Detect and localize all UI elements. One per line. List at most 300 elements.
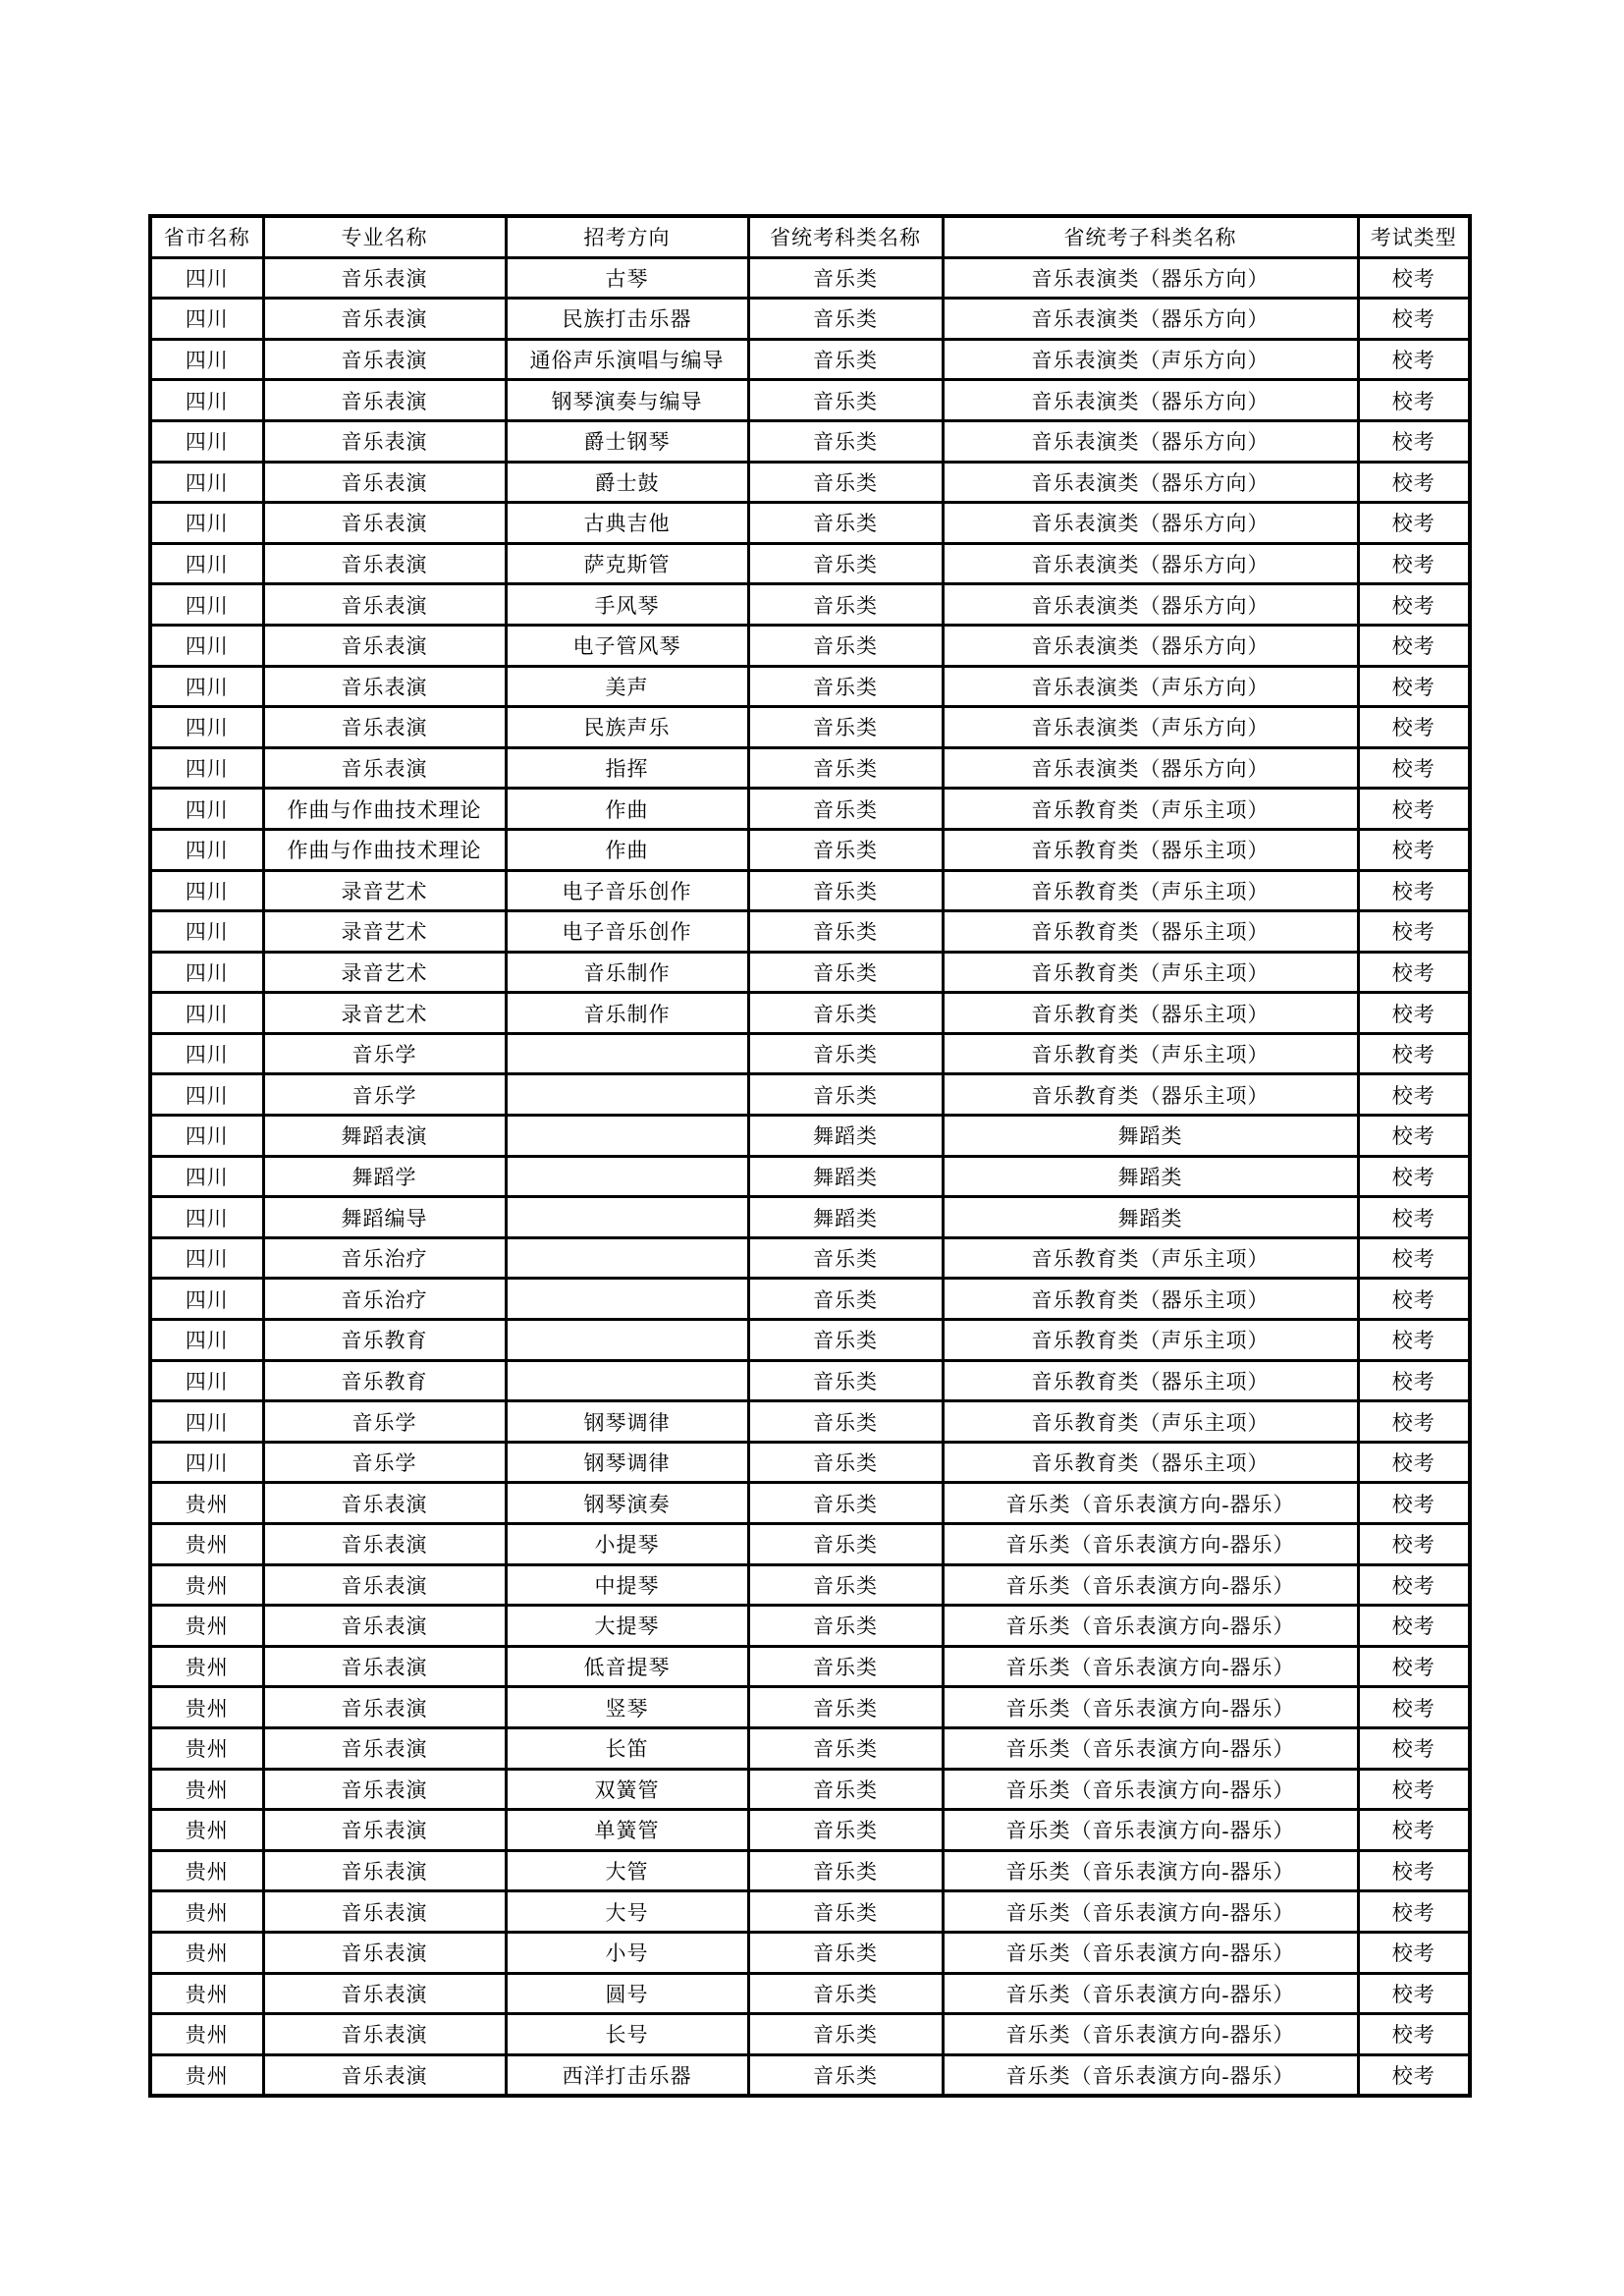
cell-direction: 长笛 bbox=[506, 1727, 748, 1769]
cell-subcategory: 音乐表演类（声乐方向） bbox=[943, 339, 1358, 380]
cell-exam-type: 校考 bbox=[1358, 1320, 1470, 1361]
cell-exam-type: 校考 bbox=[1358, 1401, 1470, 1443]
cell-category: 音乐类 bbox=[748, 1320, 943, 1361]
cell-exam-type: 校考 bbox=[1358, 543, 1470, 584]
cell-province: 四川 bbox=[150, 870, 263, 911]
table-row bbox=[150, 666, 1470, 707]
cell-exam-type: 校考 bbox=[1358, 420, 1470, 462]
cell-subcategory: 音乐教育类（声乐主项） bbox=[943, 789, 1358, 830]
cell-province: 四川 bbox=[150, 789, 263, 830]
cell-category: 音乐类 bbox=[748, 1483, 943, 1524]
cell-subcategory: 音乐表演类（声乐方向） bbox=[943, 707, 1358, 748]
cell-exam-type: 校考 bbox=[1358, 993, 1470, 1034]
table-row bbox=[150, 1564, 1470, 1606]
cell-subcategory: 音乐教育类（声乐主项） bbox=[943, 1320, 1358, 1361]
cell-province: 贵州 bbox=[150, 1810, 263, 1851]
cell-province: 四川 bbox=[150, 339, 263, 380]
cell-province: 贵州 bbox=[150, 1483, 263, 1524]
cell-category: 音乐类 bbox=[748, 1769, 943, 1810]
cell-subcategory: 舞蹈类 bbox=[943, 1197, 1358, 1238]
cell-subcategory: 音乐教育类（器乐主项） bbox=[943, 1442, 1358, 1483]
cell-direction bbox=[506, 1279, 748, 1320]
cell-major: 音乐表演 bbox=[263, 1769, 506, 1810]
cell-major: 音乐表演 bbox=[263, 707, 506, 748]
cell-exam-type: 校考 bbox=[1358, 1074, 1470, 1116]
cell-direction: 竖琴 bbox=[506, 1687, 748, 1728]
cell-category: 音乐类 bbox=[748, 1891, 943, 1933]
cell-exam-type: 校考 bbox=[1358, 1646, 1470, 1687]
cell-major: 音乐表演 bbox=[263, 1891, 506, 1933]
cell-exam-type: 校考 bbox=[1358, 789, 1470, 830]
cell-category: 音乐类 bbox=[748, 1237, 943, 1279]
cell-major: 音乐表演 bbox=[263, 1973, 506, 2014]
cell-major: 音乐表演 bbox=[263, 462, 506, 503]
cell-category: 音乐类 bbox=[748, 911, 943, 953]
cell-category: 音乐类 bbox=[748, 870, 943, 911]
cell-exam-type: 校考 bbox=[1358, 952, 1470, 993]
cell-direction: 双簧管 bbox=[506, 1769, 748, 1810]
table-row bbox=[150, 870, 1470, 911]
cell-exam-type: 校考 bbox=[1358, 1524, 1470, 1565]
cell-category: 音乐类 bbox=[748, 257, 943, 299]
cell-subcategory: 音乐表演类（声乐方向） bbox=[943, 666, 1358, 707]
table-row bbox=[150, 257, 1470, 299]
table-row bbox=[150, 707, 1470, 748]
cell-direction bbox=[506, 1116, 748, 1157]
cell-exam-type: 校考 bbox=[1358, 584, 1470, 626]
cell-major: 音乐表演 bbox=[263, 543, 506, 584]
cell-category: 音乐类 bbox=[748, 380, 943, 421]
cell-province: 四川 bbox=[150, 993, 263, 1034]
cell-subcategory: 音乐类（音乐表演方向-器乐） bbox=[943, 1564, 1358, 1606]
cell-direction: 电子音乐创作 bbox=[506, 870, 748, 911]
cell-subcategory: 音乐表演类（器乐方向） bbox=[943, 543, 1358, 584]
cell-province: 四川 bbox=[150, 707, 263, 748]
cell-subcategory: 音乐表演类（器乐方向） bbox=[943, 584, 1358, 626]
cell-category: 音乐类 bbox=[748, 1360, 943, 1401]
cell-direction: 钢琴调律 bbox=[506, 1401, 748, 1443]
cell-exam-type: 校考 bbox=[1358, 299, 1470, 340]
table-row bbox=[150, 1197, 1470, 1238]
cell-exam-type: 校考 bbox=[1358, 747, 1470, 789]
cell-direction: 大管 bbox=[506, 1850, 748, 1891]
cell-province: 四川 bbox=[150, 1033, 263, 1074]
cell-province: 四川 bbox=[150, 1401, 263, 1443]
cell-direction: 爵士鼓 bbox=[506, 462, 748, 503]
cell-category: 舞蹈类 bbox=[748, 1156, 943, 1197]
cell-category: 音乐类 bbox=[748, 1646, 943, 1687]
cell-category: 音乐类 bbox=[748, 789, 943, 830]
cell-direction bbox=[506, 1320, 748, 1361]
cell-exam-type: 校考 bbox=[1358, 1197, 1470, 1238]
table-row bbox=[150, 1320, 1470, 1361]
header-exam-type: 考试类型 bbox=[1358, 216, 1470, 257]
cell-direction: 西洋打击乐器 bbox=[506, 2054, 748, 2096]
table-row bbox=[150, 952, 1470, 993]
cell-subcategory: 舞蹈类 bbox=[943, 1156, 1358, 1197]
cell-category: 音乐类 bbox=[748, 462, 943, 503]
cell-province: 四川 bbox=[150, 911, 263, 953]
cell-province: 贵州 bbox=[150, 1727, 263, 1769]
cell-subcategory: 音乐教育类（声乐主项） bbox=[943, 1401, 1358, 1443]
cell-direction: 长号 bbox=[506, 2014, 748, 2055]
table-row bbox=[150, 1769, 1470, 1810]
cell-category: 舞蹈类 bbox=[748, 1197, 943, 1238]
cell-category: 音乐类 bbox=[748, 420, 943, 462]
cell-direction bbox=[506, 1156, 748, 1197]
table-row bbox=[150, 2014, 1470, 2055]
cell-major: 音乐表演 bbox=[263, 1646, 506, 1687]
cell-major: 音乐学 bbox=[263, 1074, 506, 1116]
cell-subcategory: 音乐教育类（器乐主项） bbox=[943, 911, 1358, 953]
header-province: 省市名称 bbox=[150, 216, 263, 257]
cell-subcategory: 音乐教育类（声乐主项） bbox=[943, 1033, 1358, 1074]
cell-exam-type: 校考 bbox=[1358, 1606, 1470, 1647]
cell-province: 贵州 bbox=[150, 1646, 263, 1687]
cell-subcategory: 音乐表演类（器乐方向） bbox=[943, 257, 1358, 299]
cell-major: 音乐表演 bbox=[263, 1564, 506, 1606]
table-row bbox=[150, 829, 1470, 870]
cell-subcategory: 音乐类（音乐表演方向-器乐） bbox=[943, 1932, 1358, 1973]
table-row bbox=[150, 1850, 1470, 1891]
cell-major: 音乐教育 bbox=[263, 1320, 506, 1361]
cell-direction: 大号 bbox=[506, 1891, 748, 1933]
table-body bbox=[150, 257, 1470, 2096]
cell-major: 音乐表演 bbox=[263, 420, 506, 462]
cell-direction: 萨克斯管 bbox=[506, 543, 748, 584]
table-row bbox=[150, 1116, 1470, 1157]
cell-subcategory: 音乐表演类（器乐方向） bbox=[943, 299, 1358, 340]
cell-province: 四川 bbox=[150, 543, 263, 584]
cell-province: 四川 bbox=[150, 1074, 263, 1116]
cell-province: 四川 bbox=[150, 299, 263, 340]
cell-major: 音乐表演 bbox=[263, 1932, 506, 1973]
cell-subcategory: 音乐类（音乐表演方向-器乐） bbox=[943, 1891, 1358, 1933]
cell-exam-type: 校考 bbox=[1358, 339, 1470, 380]
cell-major: 音乐表演 bbox=[263, 584, 506, 626]
cell-exam-type: 校考 bbox=[1358, 1891, 1470, 1933]
cell-direction bbox=[506, 1237, 748, 1279]
cell-exam-type: 校考 bbox=[1358, 1687, 1470, 1728]
cell-major: 录音艺术 bbox=[263, 911, 506, 953]
cell-province: 贵州 bbox=[150, 1891, 263, 1933]
cell-direction: 钢琴调律 bbox=[506, 1442, 748, 1483]
cell-direction: 小号 bbox=[506, 1932, 748, 1973]
cell-province: 四川 bbox=[150, 1360, 263, 1401]
cell-category: 音乐类 bbox=[748, 1606, 943, 1647]
cell-direction: 大提琴 bbox=[506, 1606, 748, 1647]
cell-major: 音乐表演 bbox=[263, 1606, 506, 1647]
cell-direction: 电子音乐创作 bbox=[506, 911, 748, 953]
cell-subcategory: 音乐类（音乐表演方向-器乐） bbox=[943, 1606, 1358, 1647]
cell-category: 音乐类 bbox=[748, 666, 943, 707]
table-row bbox=[150, 1932, 1470, 1973]
cell-direction: 古琴 bbox=[506, 257, 748, 299]
table-row bbox=[150, 1606, 1470, 1647]
cell-subcategory: 音乐表演类（器乐方向） bbox=[943, 503, 1358, 544]
cell-subcategory: 音乐教育类（器乐主项） bbox=[943, 993, 1358, 1034]
cell-subcategory: 音乐表演类（器乐方向） bbox=[943, 625, 1358, 666]
cell-direction: 民族声乐 bbox=[506, 707, 748, 748]
cell-province: 四川 bbox=[150, 503, 263, 544]
cell-exam-type: 校考 bbox=[1358, 911, 1470, 953]
table-row bbox=[150, 625, 1470, 666]
table-row bbox=[150, 747, 1470, 789]
exam-category-table bbox=[148, 214, 1472, 2098]
cell-subcategory: 音乐类（音乐表演方向-器乐） bbox=[943, 1524, 1358, 1565]
cell-major: 音乐学 bbox=[263, 1401, 506, 1443]
cell-direction: 小提琴 bbox=[506, 1524, 748, 1565]
table-row bbox=[150, 339, 1470, 380]
cell-exam-type: 校考 bbox=[1358, 1932, 1470, 1973]
cell-major: 音乐表演 bbox=[263, 257, 506, 299]
cell-major: 音乐学 bbox=[263, 1033, 506, 1074]
table-row bbox=[150, 1727, 1470, 1769]
table-row bbox=[150, 1442, 1470, 1483]
cell-direction: 圆号 bbox=[506, 1973, 748, 2014]
cell-exam-type: 校考 bbox=[1358, 1237, 1470, 1279]
cell-category: 舞蹈类 bbox=[748, 1116, 943, 1157]
cell-province: 贵州 bbox=[150, 2054, 263, 2096]
cell-major: 录音艺术 bbox=[263, 870, 506, 911]
cell-exam-type: 校考 bbox=[1358, 625, 1470, 666]
cell-province: 贵州 bbox=[150, 1932, 263, 1973]
table-row bbox=[150, 1156, 1470, 1197]
table-row bbox=[150, 1033, 1470, 1074]
cell-subcategory: 音乐类（音乐表演方向-器乐） bbox=[943, 1727, 1358, 1769]
table-row bbox=[150, 462, 1470, 503]
cell-subcategory: 音乐类（音乐表演方向-器乐） bbox=[943, 1769, 1358, 1810]
cell-major: 舞蹈学 bbox=[263, 1156, 506, 1197]
cell-province: 四川 bbox=[150, 1442, 263, 1483]
cell-subcategory: 音乐表演类（器乐方向） bbox=[943, 747, 1358, 789]
table-row bbox=[150, 993, 1470, 1034]
cell-direction: 爵士钢琴 bbox=[506, 420, 748, 462]
cell-exam-type: 校考 bbox=[1358, 380, 1470, 421]
table-row bbox=[150, 2054, 1470, 2096]
cell-direction: 通俗声乐演唱与编导 bbox=[506, 339, 748, 380]
cell-direction: 电子管风琴 bbox=[506, 625, 748, 666]
table-row bbox=[150, 1524, 1470, 1565]
cell-subcategory: 音乐类（音乐表演方向-器乐） bbox=[943, 1810, 1358, 1851]
header-subcategory: 省统考子科类名称 bbox=[943, 216, 1358, 257]
cell-province: 贵州 bbox=[150, 2014, 263, 2055]
cell-province: 贵州 bbox=[150, 1524, 263, 1565]
cell-major: 音乐表演 bbox=[263, 339, 506, 380]
cell-major: 音乐治疗 bbox=[263, 1237, 506, 1279]
cell-direction: 手风琴 bbox=[506, 584, 748, 626]
table-row bbox=[150, 1810, 1470, 1851]
cell-category: 音乐类 bbox=[748, 1727, 943, 1769]
cell-major: 音乐表演 bbox=[263, 2014, 506, 2055]
cell-major: 音乐表演 bbox=[263, 1483, 506, 1524]
cell-category: 音乐类 bbox=[748, 707, 943, 748]
cell-major: 作曲与作曲技术理论 bbox=[263, 829, 506, 870]
cell-exam-type: 校考 bbox=[1358, 870, 1470, 911]
cell-subcategory: 音乐类（音乐表演方向-器乐） bbox=[943, 1687, 1358, 1728]
cell-category: 音乐类 bbox=[748, 1932, 943, 1973]
table-row bbox=[150, 911, 1470, 953]
cell-exam-type: 校考 bbox=[1358, 1973, 1470, 2014]
cell-category: 音乐类 bbox=[748, 339, 943, 380]
table-row bbox=[150, 503, 1470, 544]
cell-major: 音乐表演 bbox=[263, 299, 506, 340]
header-category: 省统考科类名称 bbox=[748, 216, 943, 257]
cell-province: 四川 bbox=[150, 1237, 263, 1279]
cell-major: 音乐学 bbox=[263, 1442, 506, 1483]
cell-category: 音乐类 bbox=[748, 952, 943, 993]
cell-subcategory: 音乐教育类（器乐主项） bbox=[943, 1279, 1358, 1320]
cell-exam-type: 校考 bbox=[1358, 1850, 1470, 1891]
cell-direction: 钢琴演奏 bbox=[506, 1483, 748, 1524]
cell-category: 音乐类 bbox=[748, 543, 943, 584]
table-row bbox=[150, 1483, 1470, 1524]
cell-exam-type: 校考 bbox=[1358, 1156, 1470, 1197]
cell-exam-type: 校考 bbox=[1358, 1483, 1470, 1524]
cell-direction bbox=[506, 1074, 748, 1116]
cell-province: 四川 bbox=[150, 1279, 263, 1320]
cell-major: 音乐表演 bbox=[263, 747, 506, 789]
cell-category: 音乐类 bbox=[748, 1850, 943, 1891]
cell-major: 舞蹈编导 bbox=[263, 1197, 506, 1238]
cell-category: 音乐类 bbox=[748, 1564, 943, 1606]
cell-direction: 钢琴演奏与编导 bbox=[506, 380, 748, 421]
cell-major: 音乐表演 bbox=[263, 666, 506, 707]
cell-direction: 音乐制作 bbox=[506, 952, 748, 993]
cell-direction bbox=[506, 1197, 748, 1238]
cell-subcategory: 音乐类（音乐表演方向-器乐） bbox=[943, 1850, 1358, 1891]
cell-exam-type: 校考 bbox=[1358, 1810, 1470, 1851]
cell-direction bbox=[506, 1033, 748, 1074]
cell-category: 音乐类 bbox=[748, 1524, 943, 1565]
cell-major: 作曲与作曲技术理论 bbox=[263, 789, 506, 830]
cell-exam-type: 校考 bbox=[1358, 1442, 1470, 1483]
cell-province: 贵州 bbox=[150, 1687, 263, 1728]
header-major: 专业名称 bbox=[263, 216, 506, 257]
cell-province: 贵州 bbox=[150, 1850, 263, 1891]
cell-exam-type: 校考 bbox=[1358, 1564, 1470, 1606]
cell-exam-type: 校考 bbox=[1358, 707, 1470, 748]
table-row bbox=[150, 380, 1470, 421]
table-row bbox=[150, 1687, 1470, 1728]
table-row bbox=[150, 543, 1470, 584]
cell-category: 音乐类 bbox=[748, 1687, 943, 1728]
cell-major: 音乐治疗 bbox=[263, 1279, 506, 1320]
cell-direction: 作曲 bbox=[506, 789, 748, 830]
cell-province: 四川 bbox=[150, 952, 263, 993]
cell-subcategory: 音乐类（音乐表演方向-器乐） bbox=[943, 1646, 1358, 1687]
cell-subcategory: 音乐表演类（器乐方向） bbox=[943, 380, 1358, 421]
cell-subcategory: 舞蹈类 bbox=[943, 1116, 1358, 1157]
cell-subcategory: 音乐教育类（器乐主项） bbox=[943, 1360, 1358, 1401]
cell-major: 音乐表演 bbox=[263, 1687, 506, 1728]
cell-major: 音乐表演 bbox=[263, 1810, 506, 1851]
cell-category: 音乐类 bbox=[748, 503, 943, 544]
cell-direction: 低音提琴 bbox=[506, 1646, 748, 1687]
cell-category: 音乐类 bbox=[748, 299, 943, 340]
cell-direction: 指挥 bbox=[506, 747, 748, 789]
cell-province: 四川 bbox=[150, 257, 263, 299]
cell-exam-type: 校考 bbox=[1358, 1360, 1470, 1401]
cell-province: 四川 bbox=[150, 666, 263, 707]
cell-exam-type: 校考 bbox=[1358, 1279, 1470, 1320]
cell-province: 贵州 bbox=[150, 1769, 263, 1810]
cell-category: 音乐类 bbox=[748, 1033, 943, 1074]
cell-province: 四川 bbox=[150, 1116, 263, 1157]
cell-direction: 民族打击乐器 bbox=[506, 299, 748, 340]
cell-category: 音乐类 bbox=[748, 584, 943, 626]
cell-major: 舞蹈表演 bbox=[263, 1116, 506, 1157]
cell-category: 音乐类 bbox=[748, 993, 943, 1034]
cell-major: 录音艺术 bbox=[263, 952, 506, 993]
table-row bbox=[150, 1646, 1470, 1687]
cell-exam-type: 校考 bbox=[1358, 1116, 1470, 1157]
cell-exam-type: 校考 bbox=[1358, 257, 1470, 299]
cell-province: 四川 bbox=[150, 1156, 263, 1197]
cell-direction bbox=[506, 1360, 748, 1401]
cell-exam-type: 校考 bbox=[1358, 829, 1470, 870]
cell-direction: 音乐制作 bbox=[506, 993, 748, 1034]
cell-category: 音乐类 bbox=[748, 2014, 943, 2055]
table-row bbox=[150, 1891, 1470, 1933]
cell-category: 音乐类 bbox=[748, 1973, 943, 2014]
cell-exam-type: 校考 bbox=[1358, 666, 1470, 707]
cell-major: 音乐表演 bbox=[263, 1727, 506, 1769]
cell-major: 音乐表演 bbox=[263, 380, 506, 421]
cell-major: 录音艺术 bbox=[263, 993, 506, 1034]
cell-province: 四川 bbox=[150, 420, 263, 462]
table-row bbox=[150, 1401, 1470, 1443]
cell-major: 音乐表演 bbox=[263, 1524, 506, 1565]
table-header-row bbox=[150, 216, 1470, 257]
cell-major: 音乐表演 bbox=[263, 1850, 506, 1891]
cell-major: 音乐表演 bbox=[263, 625, 506, 666]
cell-province: 四川 bbox=[150, 584, 263, 626]
cell-category: 音乐类 bbox=[748, 1401, 943, 1443]
cell-province: 四川 bbox=[150, 625, 263, 666]
table-row bbox=[150, 1360, 1470, 1401]
cell-direction: 古典吉他 bbox=[506, 503, 748, 544]
cell-major: 音乐表演 bbox=[263, 503, 506, 544]
cell-exam-type: 校考 bbox=[1358, 2014, 1470, 2055]
cell-province: 贵州 bbox=[150, 1606, 263, 1647]
cell-subcategory: 音乐表演类（器乐方向） bbox=[943, 462, 1358, 503]
cell-category: 音乐类 bbox=[748, 2054, 943, 2096]
cell-exam-type: 校考 bbox=[1358, 503, 1470, 544]
cell-subcategory: 音乐教育类（器乐主项） bbox=[943, 829, 1358, 870]
cell-direction: 单簧管 bbox=[506, 1810, 748, 1851]
cell-exam-type: 校考 bbox=[1358, 462, 1470, 503]
cell-category: 音乐类 bbox=[748, 747, 943, 789]
cell-subcategory: 音乐表演类（器乐方向） bbox=[943, 420, 1358, 462]
cell-exam-type: 校考 bbox=[1358, 1727, 1470, 1769]
cell-province: 四川 bbox=[150, 829, 263, 870]
cell-category: 音乐类 bbox=[748, 1074, 943, 1116]
cell-exam-type: 校考 bbox=[1358, 1769, 1470, 1810]
cell-province: 贵州 bbox=[150, 1973, 263, 2014]
cell-category: 音乐类 bbox=[748, 625, 943, 666]
cell-province: 贵州 bbox=[150, 1564, 263, 1606]
header-direction: 招考方向 bbox=[506, 216, 748, 257]
table-row bbox=[150, 1973, 1470, 2014]
cell-subcategory: 音乐教育类（声乐主项） bbox=[943, 870, 1358, 911]
cell-subcategory: 音乐类（音乐表演方向-器乐） bbox=[943, 1973, 1358, 2014]
cell-subcategory: 音乐类（音乐表演方向-器乐） bbox=[943, 2054, 1358, 2096]
cell-province: 四川 bbox=[150, 1197, 263, 1238]
cell-province: 四川 bbox=[150, 1320, 263, 1361]
table-row bbox=[150, 299, 1470, 340]
table-row bbox=[150, 1074, 1470, 1116]
